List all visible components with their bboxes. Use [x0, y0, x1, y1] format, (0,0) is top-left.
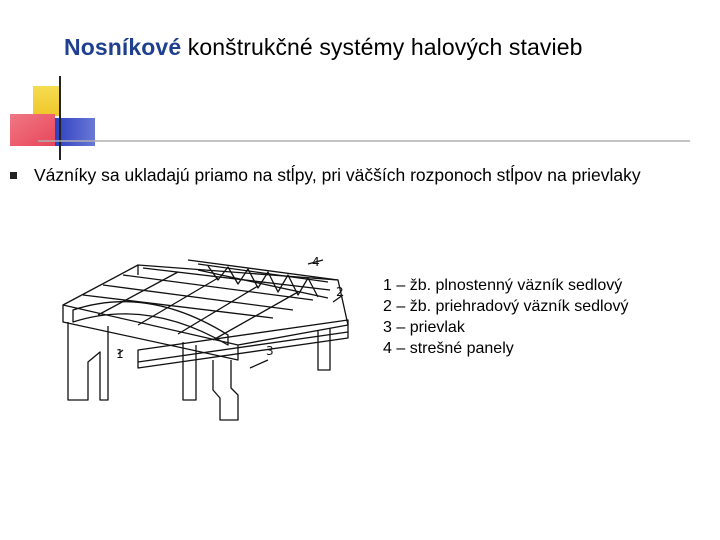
bullet-square [10, 172, 17, 179]
title-accent: Nosníkové [64, 34, 182, 60]
legend-item: 4 – strešné panely [383, 340, 514, 357]
legend-item: 1 – žb. plnostenný väzník sedlový [383, 277, 623, 294]
hall-structure-drawing [38, 250, 358, 425]
legend-item: 2 – žb. priehradový väzník sedlový [383, 298, 629, 315]
legend-item: 3 – prievlak [383, 319, 465, 336]
figure-label-4: 4 [312, 255, 320, 269]
figure-legend [383, 275, 628, 359]
decorative-squares [0, 0, 720, 160]
yellow-square [33, 86, 61, 116]
title-rest: konštrukčné systémy halových stavieb [187, 34, 583, 60]
figure-label-2: 2 [336, 285, 344, 299]
bullet-text: Vázníky sa ukladajú priamo na stĺpy, pri väčších rozponoch stĺpov na prievlaky [34, 165, 641, 185]
figure-label-1: 1 [116, 347, 124, 361]
page-title [64, 34, 583, 61]
figure-label-3: 3 [266, 344, 274, 358]
